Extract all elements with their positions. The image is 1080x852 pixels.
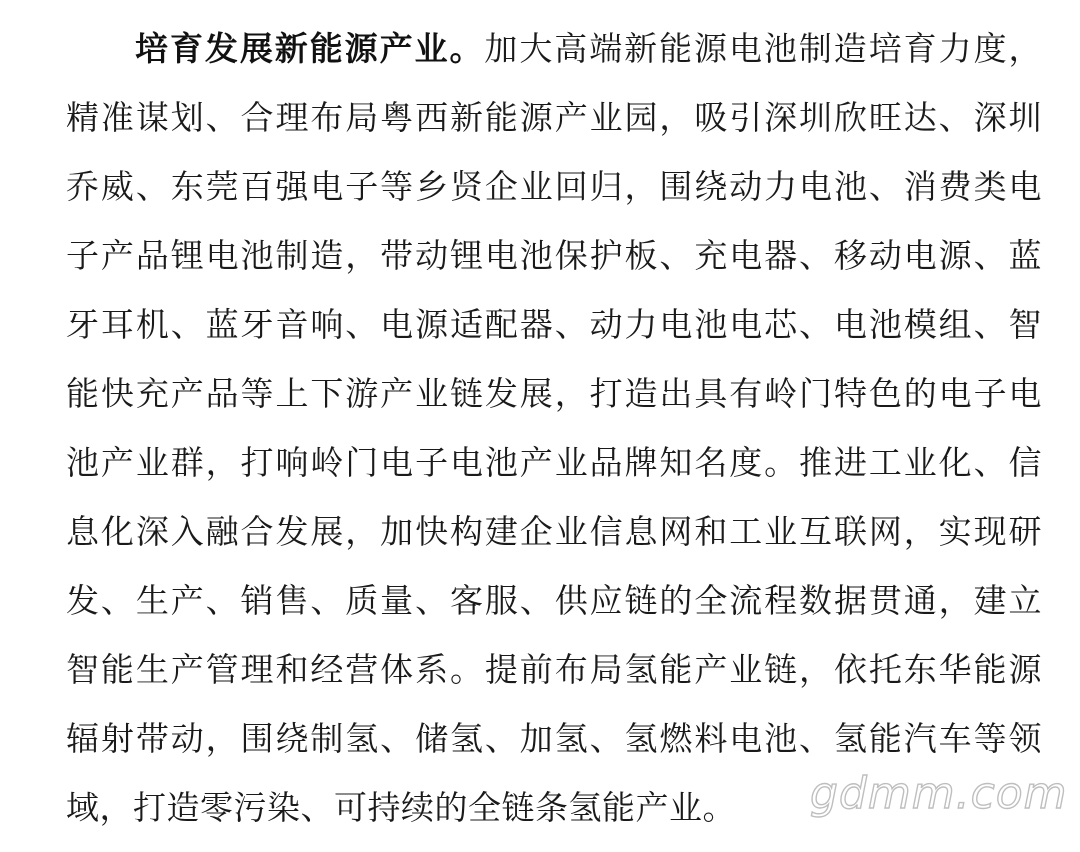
paragraph-line-2: 精准谋划、合理布局粤西新能源产业园，吸引深圳欣旺达、深圳 [66,98,1042,137]
site-watermark: gdmm.com [810,768,1068,819]
paragraph-lead-heading: 培育发展新能源产业。 [135,29,485,68]
paragraph-line-1-text: 加大高端新能源电池制造培育力度， [484,29,1043,68]
paragraph-line-12: 域，打造零污染、可持续的全链条氢能产业。 [66,788,736,827]
paragraph-line-4: 子产品锂电池制造，带动锂电池保护板、充电器、移动电源、蓝 [66,236,1042,275]
paragraph-line-9: 发、生产、销售、质量、客服、供应链的全流程数据贯通，建立 [66,581,1042,620]
article-body [66,14,1042,842]
paragraph-line-3: 乔威、东莞百强电子等乡贤企业回归，围绕动力电池、消费类电 [66,167,1042,206]
paragraph-line-8: 息化深入融合发展，加快构建企业信息网和工业互联网，实现研 [66,512,1042,551]
paragraph-line-10: 智能生产管理和经营体系。提前布局氢能产业链，依托东华能源 [66,650,1042,689]
paragraph-line-7: 池产业群，打响岭门电子电池产业品牌知名度。推进工业化、信 [66,443,1042,482]
paragraph-line-1 [66,14,1042,83]
paragraph-line-5: 牙耳机、蓝牙音响、电源适配器、动力电池电芯、电池模组、智 [66,305,1042,344]
paragraph-line-6: 能快充产品等上下游产业链发展，打造出具有岭门特色的电子电 [66,374,1042,413]
paragraph-line-11: 辐射带动，围绕制氢、储氢、加氢、氢燃料电池、氢能汽车等领 [66,719,1042,758]
